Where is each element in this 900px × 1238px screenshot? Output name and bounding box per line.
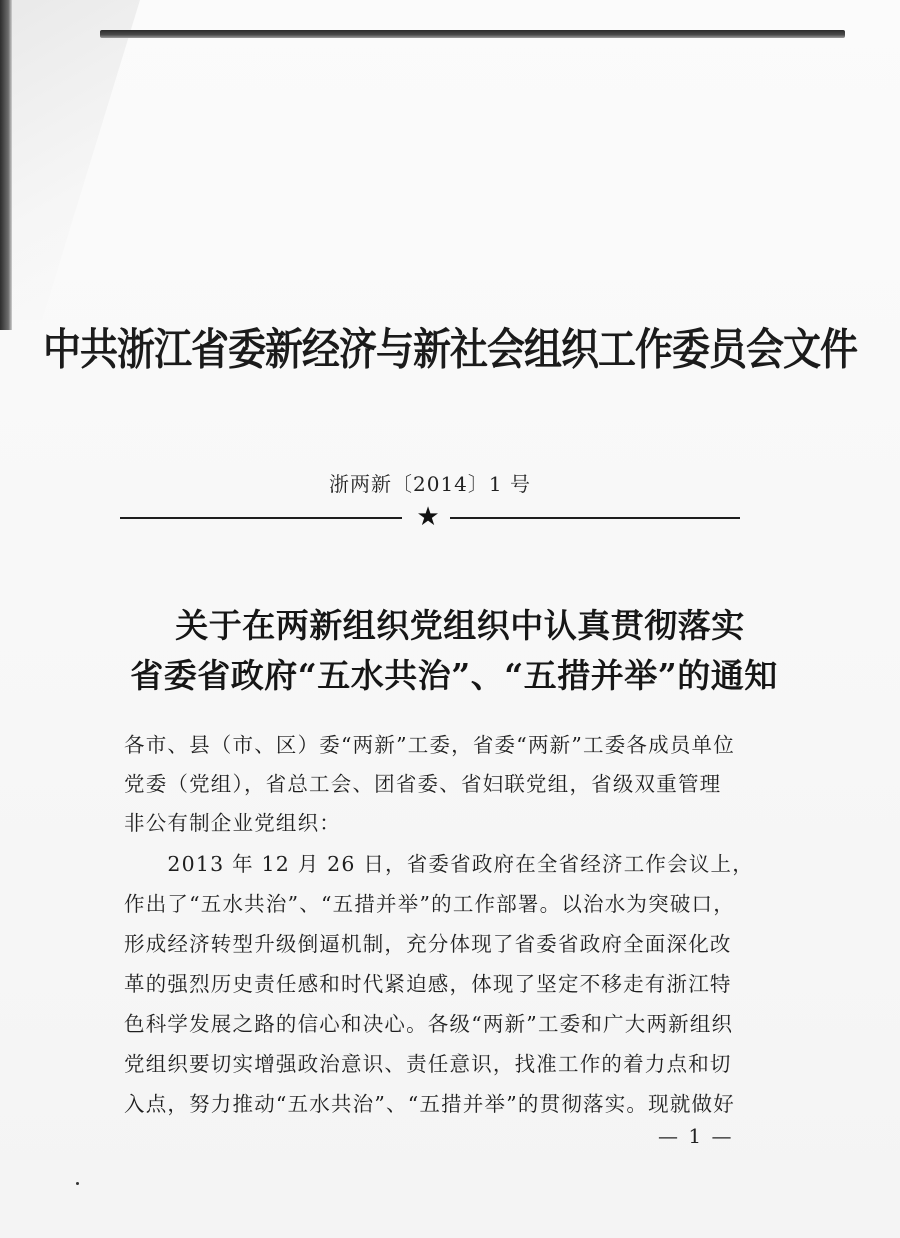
body-line: 各市、县（市、区）委“两新”工委，省委“两新”工委各成员单位 xyxy=(124,733,735,757)
document-number: 浙两新〔2014〕1 号 xyxy=(329,472,531,496)
notice-title-line1: 关于在两新组织党组织中认真贯彻落实 xyxy=(175,606,745,645)
body-line: 党委（党组），省总工会、团省委、省妇联党组，省级双重管理 xyxy=(124,772,722,796)
body-line: 非公有制企业党组织： xyxy=(124,811,341,835)
body-line: 形成经济转型升级倒逼机制，充分体现了省委省政府全面深化改 xyxy=(124,932,732,956)
scan-edge-top xyxy=(100,30,845,38)
page-fold-shadow xyxy=(0,0,140,320)
divider-line-right xyxy=(450,517,740,519)
page-number: — 1 — xyxy=(658,1124,734,1148)
header-divider xyxy=(120,502,740,532)
document-header-title: 中共浙江省委新经济与新社会组织工作委员会文件 xyxy=(42,324,857,375)
body-line: 革的强烈历史责任感和时代紧迫感，体现了坚定不移走有浙江特 xyxy=(124,972,732,996)
notice-title-line2: 省委省政府“五水共治”、“五措并举”的通知 xyxy=(130,656,778,695)
star-icon: ★ xyxy=(416,502,440,532)
body-line: 色科学发展之路的信心和决心。各级“两新”工委和广大两新组织 xyxy=(124,1012,734,1036)
body-line: 党组织要切实增强政治意识、责任意识，找准工作的着力点和切 xyxy=(124,1052,732,1076)
scan-speck xyxy=(76,1182,79,1185)
body-line: 2013 年 12 月 26 日，省委省政府在全省经济工作会议上， xyxy=(124,852,754,876)
scan-edge-left xyxy=(0,0,12,330)
divider-line-left xyxy=(120,517,402,519)
body-line: 入点，努力推动“五水共治”、“五措并举”的贯彻落实。现就做好 xyxy=(124,1092,735,1116)
body-line: 作出了“五水共治”、“五措并举”的工作部署。以治水为突破口， xyxy=(124,892,735,916)
